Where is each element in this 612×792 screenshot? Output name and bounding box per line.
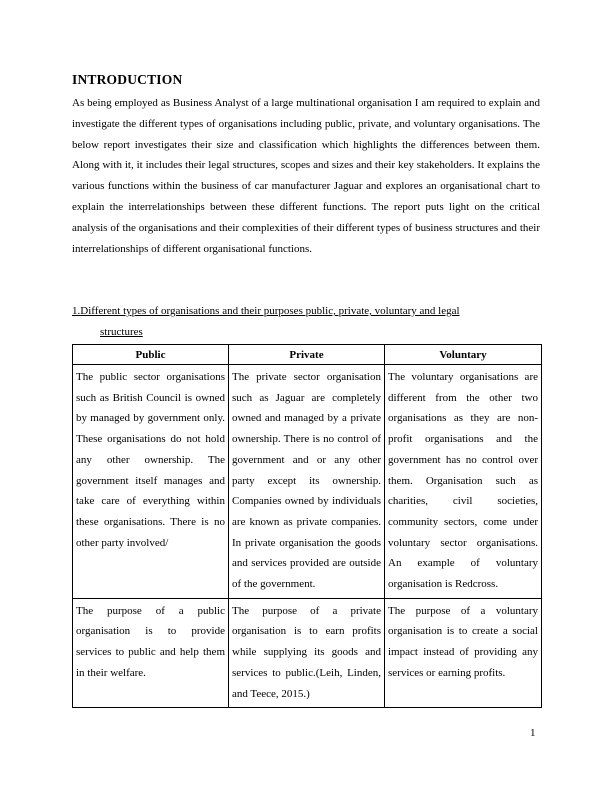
column-header-voluntary: Voluntary [385,345,542,365]
table-cell-public-description: The public sector organisations such as British Council is owned by managed by government only. These organisations do not hold any other ownership. The government itself manages and take care of everything within these organisations. There is no other party involved/ [73,365,229,599]
organisation-types-table [72,344,542,708]
column-header-public: Public [73,345,229,365]
table-cell-voluntary-description: The voluntary organisations are different from the other two organisations as they are non-profit organisations and the government has no control over them. Organisation such as charities, civil societies, community sectors, come under voluntary sector organisations. An example of voluntary organisation is Redcross. [385,365,542,599]
page-title: INTRODUCTION [72,72,183,87]
table-row [73,365,542,599]
table-cell-private-purpose: The purpose of a private organisation is to earn profits while supplying its goods and services to public.(Leih, Linden, and Teece, 2015.) [229,598,385,708]
column-header-private: Private [229,345,385,365]
table-cell-public-purpose: The purpose of a public organisation is to provide services to public and help them in their welfare. [73,598,229,708]
section-title-line1: 1.Different types of organisations and their purposes public, private, voluntary and legal [72,305,460,317]
page-number: 1 [530,727,536,739]
table-cell-private-description: The private sector organisation such as Jaguar are completely owned and managed by a private ownership. There is no control of government and or any other party except its ownership. Companies owned by individuals are known as private companies. In private organisation the goods and services provided are outside of the government. [229,365,385,599]
section-title-line2: structures [100,325,143,338]
table-header-row [73,345,542,365]
intro-paragraph: As being employed as Business Analyst of a large multinational organisation I am required to explain and investigate the different types of organisations including public, private, and voluntary organisations. The below report investigates their size and classification which highlights the differences between them. Along with it, it includes their legal structures, scopes and sizes and their key stakeholders. It explains the various functions within the business of car manufacturer Jaguar and explores an organisational chart to explain the interrelationships between these different functions. The report puts light on the critical analysis of the organisations and their complexities of their different types of business structures and their interrelationships of different organisational functions. [72,97,540,255]
table-cell-voluntary-purpose: The purpose of a voluntary organisation is to create a social impact instead of providing any services or earning profits. [385,598,542,708]
section-title [72,301,540,342]
table-row [73,598,542,708]
